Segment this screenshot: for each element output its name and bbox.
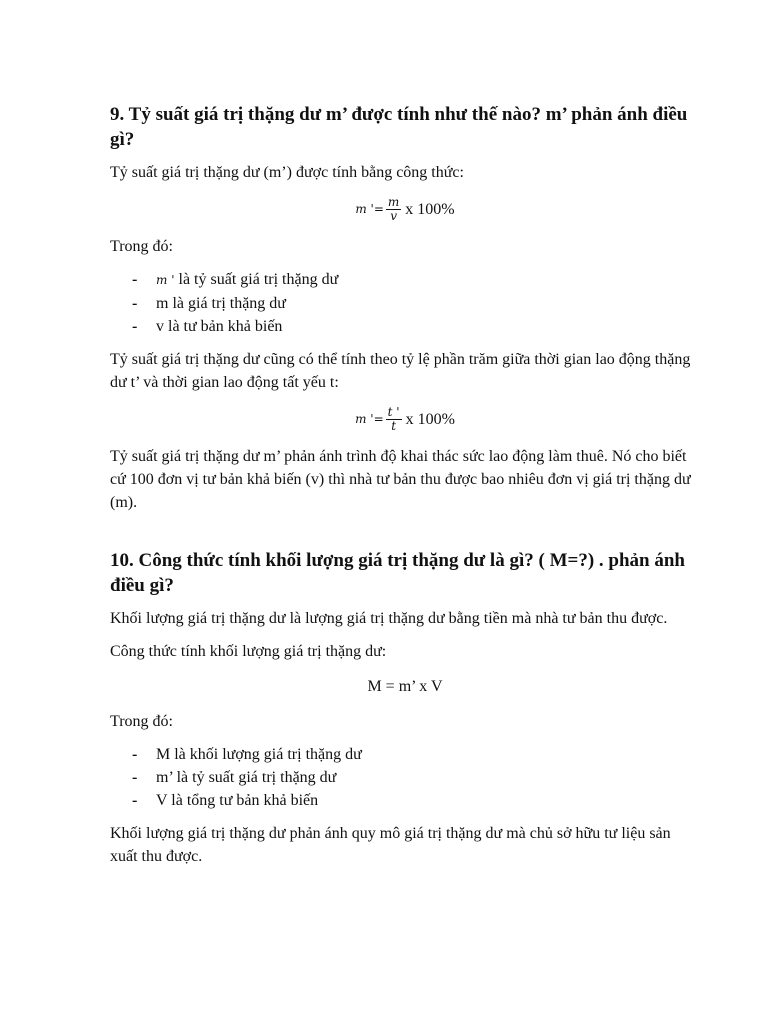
section-10-definitions xyxy=(110,743,700,812)
fraction-denominator: v xyxy=(390,209,397,223)
list-item xyxy=(110,315,700,338)
formula-surplus-rate xyxy=(110,196,700,223)
list-item-symbol: m ' xyxy=(156,273,175,287)
formula-lhs: m '= xyxy=(355,412,384,426)
bullet-dash: - xyxy=(132,746,138,763)
bullet-dash: - xyxy=(132,318,138,335)
formula-surplus-rate-time xyxy=(110,406,700,433)
section-10-heading: 10. Công thức tính khối lượng giá trị thặng dư là gì? ( M=?) . phản ánh điều gì? xyxy=(110,550,685,596)
section-9-meaning: Tỷ suất giá trị thặng dư m’ phản ánh trình độ khai thác sức lao động làm thuê. Nó cho biết cứ 100 đơn vị tư bản khả biến (v) thì nhà tư bản thu được bao nhiêu đơn vị giá trị thặng dư (m). xyxy=(110,448,691,511)
list-item-text: M là khối lượng giá trị thặng dư xyxy=(156,746,362,763)
list-item-text: là tỷ suất giá trị thặng dư xyxy=(178,271,339,288)
list-item xyxy=(110,766,700,789)
bullet-dash: - xyxy=(132,769,138,786)
list-item xyxy=(110,743,700,766)
list-item-text: v là tư bản khả biến xyxy=(156,318,283,335)
formula-lhs: m '= xyxy=(355,202,384,216)
formula-surplus-mass xyxy=(110,675,700,698)
fraction-numerator: m xyxy=(387,195,400,209)
section-9-where-label: Trong đó: xyxy=(110,238,173,255)
list-item-text: m’ là tỷ suất giá trị thặng dư xyxy=(156,769,337,786)
section-10-where-label: Trong đó: xyxy=(110,713,173,730)
section-9-heading: 9. Tỷ suất giá trị thặng dư m’ được tính như thế nào? m’ phản ánh điều gì? xyxy=(110,104,688,150)
bullet-dash: - xyxy=(132,792,138,809)
bullet-dash: - xyxy=(132,295,138,312)
formula-fraction xyxy=(386,196,401,223)
fraction-denominator: t xyxy=(391,419,397,433)
list-item xyxy=(110,789,700,812)
section-10-intro: Khối lượng giá trị thặng dư là lượng giá trị thặng dư bằng tiền mà nhà tư bản thu được. xyxy=(110,610,668,627)
section-9-alt-text: Tỷ suất giá trị thặng dư cũng có thể tính theo tỷ lệ phần trăm giữa thời gian lao động thặng dư t’ và thời gian lao động tất yếu t: xyxy=(110,351,691,391)
list-item xyxy=(110,292,700,315)
formula-fraction xyxy=(386,406,402,433)
formula-rhs: x 100% xyxy=(405,201,455,218)
section-9-intro: Tỷ suất giá trị thặng dư (m’) được tính bằng công thức: xyxy=(110,164,464,181)
document-body xyxy=(110,102,700,878)
section-9-definitions xyxy=(110,268,700,338)
list-item-text: m là giá trị thặng dư xyxy=(156,295,286,312)
list-item xyxy=(110,268,700,292)
list-item-text: V là tổng tư bản khả biến xyxy=(156,792,319,809)
section-10-meaning: Khối lượng giá trị thặng dư phản ánh quy mô giá trị thặng dư mà chủ sở hữu tư liệu sản xuất thu được. xyxy=(110,825,671,865)
bullet-dash: - xyxy=(132,271,138,288)
formula-rhs: x 100% xyxy=(405,411,455,428)
fraction-numerator: t ' xyxy=(387,405,400,419)
formula-text: M = m’ x V xyxy=(367,678,443,695)
section-10-formula-label: Công thức tính khối lượng giá trị thặng dư: xyxy=(110,643,387,660)
